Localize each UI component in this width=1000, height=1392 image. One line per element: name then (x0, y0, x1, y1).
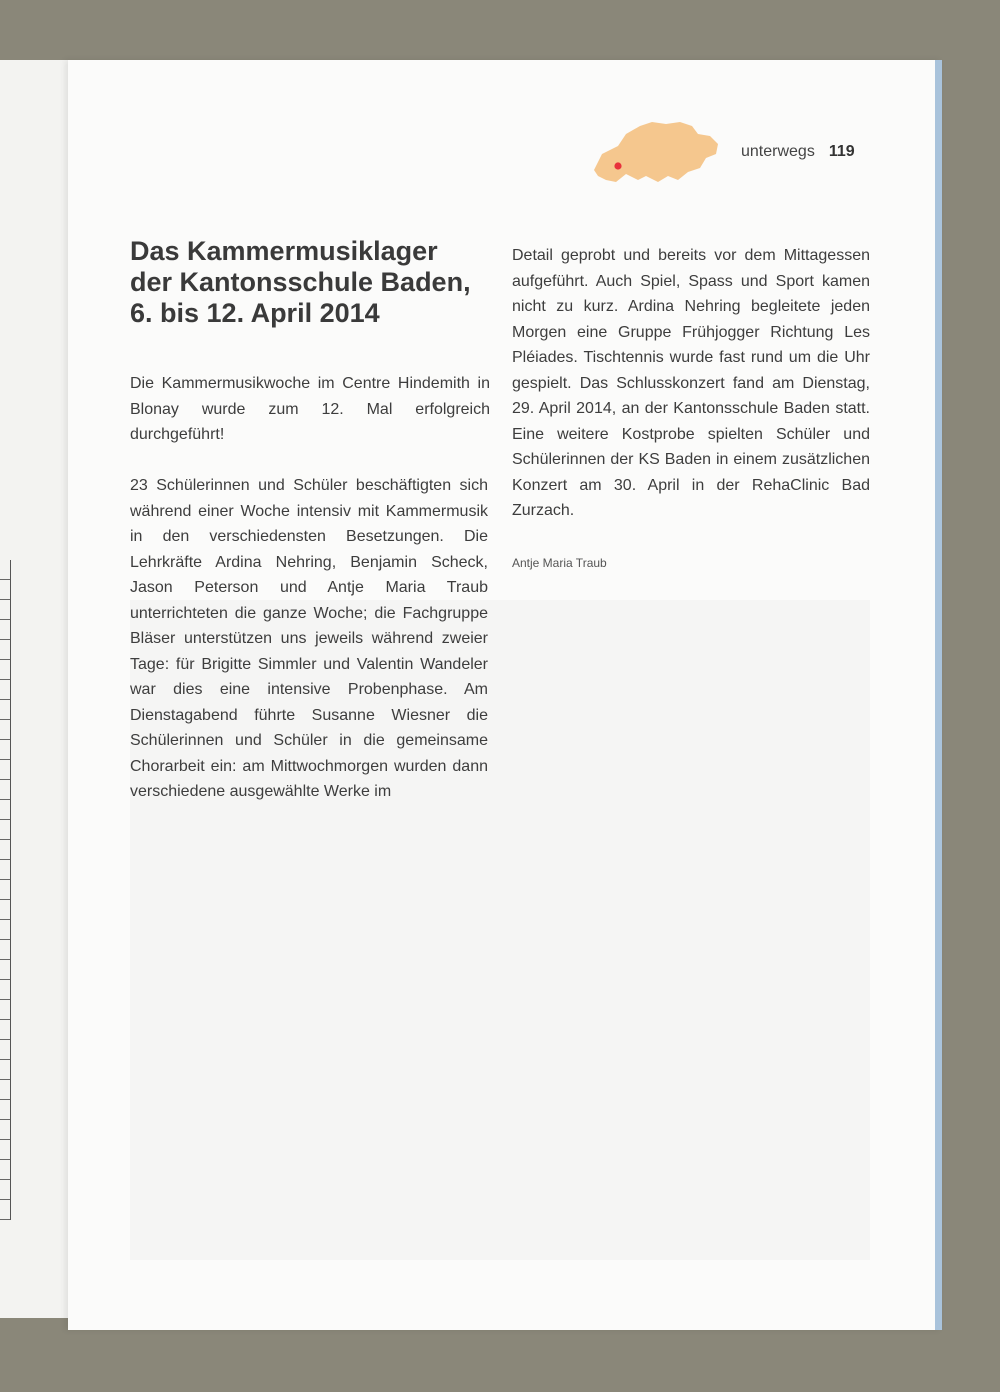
lead-text: Die Kammermusikwoche im Centre Hindemith in Blonay wurde zum 12. Mal erfolgreich durchgeführt! (130, 375, 490, 443)
switzerland-map-shape (594, 122, 718, 182)
location-marker (614, 162, 621, 169)
page-number: 119 (828, 143, 855, 160)
body-column-left (130, 473, 488, 805)
title-line: 6. bis 12. April 2014 (130, 298, 380, 328)
author-name: Antje Maria Traub (512, 556, 607, 570)
title-line: Das Kammermusiklager (130, 236, 438, 266)
lead-paragraph (130, 371, 490, 448)
body-column-right (512, 243, 870, 524)
body-text: 23 Schülerinnen und Schüler beschäftigten sich während einer Woche intensiv mit Kammermusik in den verschiedensten Besetzungen. Die Lehrkräfte Ardina Nehring, Benjamin Scheck, Jason Peterson und Antje Maria Traub unterrichteten die ganze Woche; die Fachgruppe Bläser unterstützen uns jeweils während zweier Tage: für Brigitte Simmler und Valentin Wandeler war dies eine intensive Probenphase. Am Dienstagabend führte Susanne Wiesner die Schülerinnen und Schüler in die gemeinsame Chorarbeit ein: am Mittwochmorgen wurden dann verschiedene ausgewählte Werke im (130, 477, 488, 800)
ruler (0, 560, 11, 1220)
page-edge (935, 60, 942, 1330)
switzerland-map-icon (588, 110, 724, 194)
title-line: der Kantonsschule Baden, (130, 267, 471, 297)
article-title (130, 236, 510, 329)
body-text: Detail geprobt und bereits vor dem Mittagessen aufgeführt. Auch Spiel, Spass und Sport kamen nicht zu kurz. Ardina Nehring begleitete jeden Morgen eine Gruppe Frühjogger Richtung Les Pléiades. Tischtennis wurde fast rund um die Uhr gespielt. Das Schlusskonzert fand am Dienstag, 29. April 2014, an der Kantonsschule Baden statt. Eine weitere Kostprobe spielten Schüler und Schülerinnen der KS Baden in einem zusätzlichen Konzert am 30. April in der RehaClinic Bad Zurzach. (512, 247, 870, 519)
running-header (741, 143, 855, 161)
section-label: unterwegs (741, 143, 815, 160)
